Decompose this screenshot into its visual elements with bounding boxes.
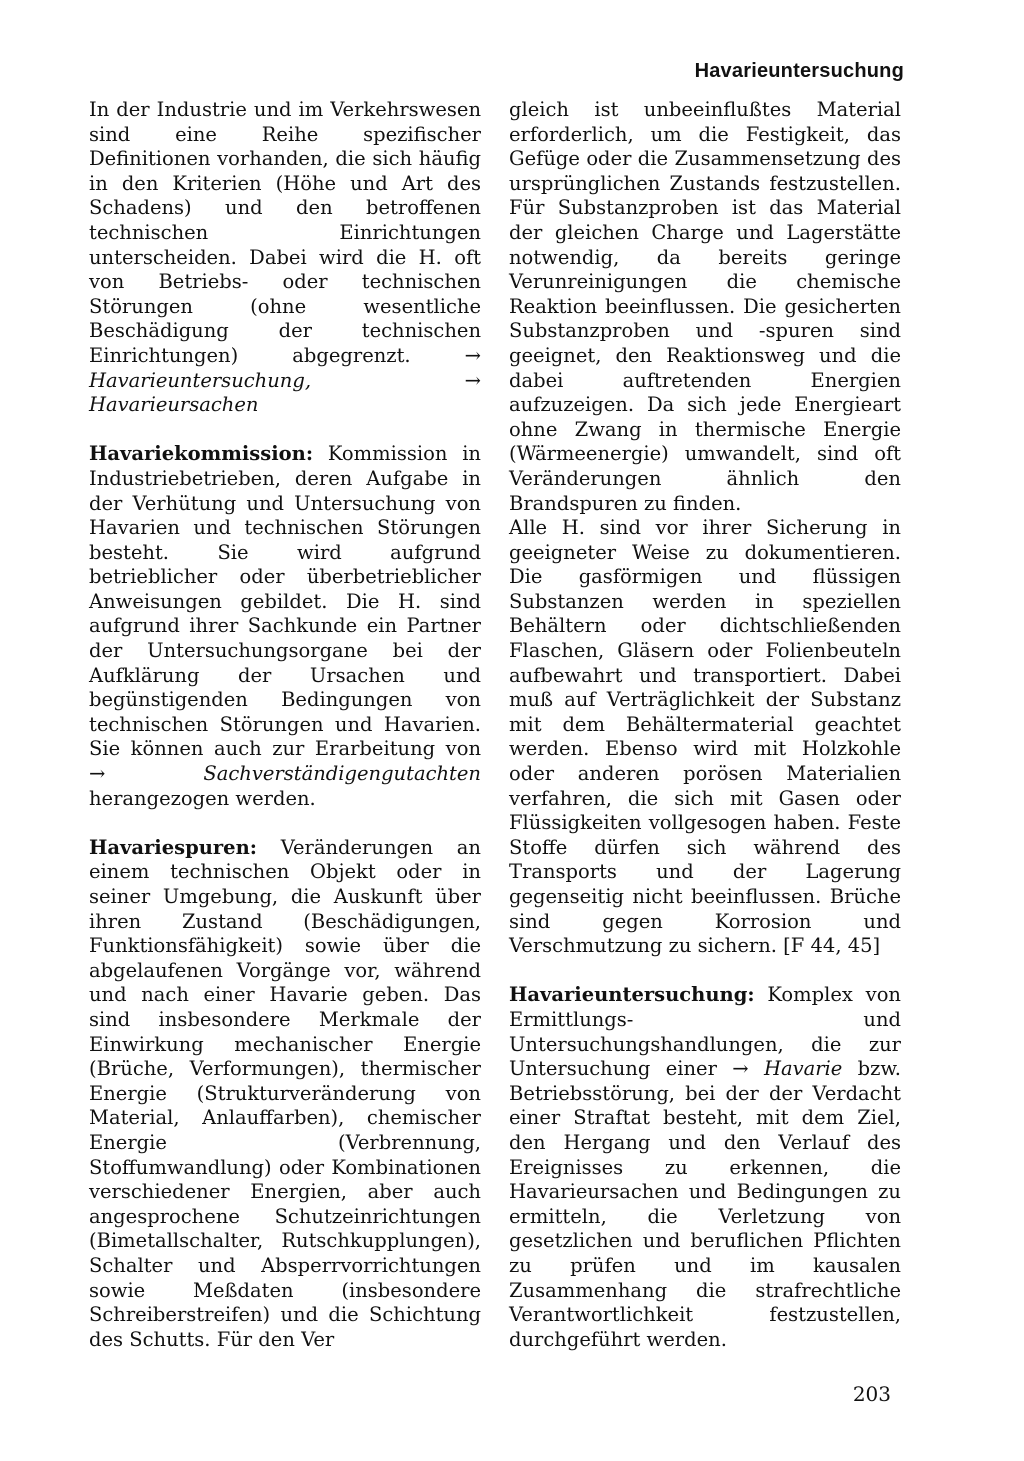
cross-reference-havarie: Havarie [763, 1057, 843, 1081]
entry-havarieuntersuchung [509, 983, 901, 1352]
left-column [89, 98, 481, 1352]
entry-term: Havariekommission: [89, 442, 314, 466]
entry-text: Alle H. sind vor ihrer Sicherung in geeigneter Weise zu dokumentieren. Die gasförmigen und flüssigen Substanzen werden in speziellen Behältern oder dichtschließenden Flaschen, Gläsern oder Folienbeuteln aufbewahrt und transportiert. Dabei muß auf Verträglichkeit der Substanz mit dem Behältermaterial geachtet werden. Ebenso wird mit Holzkohle oder anderen porösen Materialien verfahren, die sich mit Gasen oder Flüssigkeiten vollgesogen haben. Feste Stoffe dürfen sich während des Transports und der Lagerung gegenseitig nicht beeinflussen. Brüche sind gegen Korrosion und Verschmutzung zu sichern. [F 44, 45] [509, 516, 901, 958]
paragraph-text: In der Industrie und im Verkehrswesen sind eine Reihe spezifischer Definitionen vorhanden, die sich häufig in den Kriterien (Höhe und Art des Schadens) und den betroffenen technischen Einrichtungen unterscheiden. Dabei wird die H. oft von Betriebs- oder technischen Störungen (ohne wesentliche Beschädigung der technischen Einrichtungen) abgegrenzt. → [89, 98, 481, 367]
paragraph-havarie-definition [89, 98, 481, 418]
entry-text: Komplex von Ermittlungs- und Untersuchungshandlungen, die zur Untersuchung einer → [509, 983, 901, 1081]
entry-havariespuren-documentation [509, 516, 901, 959]
entry-text: herangezogen werden. [89, 786, 316, 810]
entry-text: gleich ist unbeeinflußtes Material erforderlich, um die Festigkeit, das Gefüge oder die Zusammensetzung des ursprünglichen Zustands festzustellen. Für Substanzproben ist das Material der gleichen Charge und Lagerstätte notwendig, da bereits geringe Verunreinigungen die chemische Reaktion beeinflussen. Die gesicherten Substanzproben und -spuren sind geeignet, den Reaktionsweg und die dabei auftretenden Energien aufzuzeigen. Da sich jede Energieart ohne Zwang in thermische Energie (Wärmeenergie) umwandelt, sind oft Veränderungen ähnlich den Brandspuren zu finden. [509, 98, 901, 515]
entry-term: Havariespuren: [89, 835, 257, 859]
cross-reference-havarieuntersuchung: Havarieuntersuchung, [89, 368, 312, 392]
entry-havariekommission [89, 442, 481, 811]
cross-reference-havarieursachen: Havarieursachen [89, 393, 259, 417]
entry-havariespuren-continued [509, 98, 901, 516]
entry-text: bzw. Betriebsstörung, bei der der Verdacht einer Straftat besteht, mit dem Ziel, den Hergang und den Verlauf des Ereignisses zu erkennen, die Havarieursachen und Bedingungen zu ermitteln, die Verletzung von gesetzlichen und beruflichen Pflichten zu prüfen und im kausalen Zusammenhang die strafrechtliche Verantwortlichkeit festzustellen, durchgeführt werden. [509, 1057, 901, 1351]
entry-text: Veränderungen an einem technischen Objekt oder in seiner Umgebung, die Auskunft über ihren Zustand (Beschädigungen, Funktionsfähigkeit) sowie über die abgelaufenen Vorgänge vor, während und nach einer Havarie geben. Das sind insbesondere Merkmale der Einwirkung mechanischer Energie (Brüche, Verformungen), thermischer Energie (Strukturveränderung von Material, Anlauffarben), chemischer Energie (Verbrennung, Stoffumwandlung) oder Kombinationen verschiedener Energien, aber auch angesprochene Schutzeinrichtungen (Bimetallschalter, Rutschkupplungen), Schalter und Absperrvorrichtungen sowie Meßdaten (insbesondere Schreiberstreifen) und die Schichtung des Schutts. Für den Ver [89, 835, 481, 1351]
entry-text: Kommission in Industriebetrieben, deren Aufgabe in der Verhütung und Untersuchung von Havarien und technischen Störungen besteht. Sie wird aufgrund betrieblicher oder überbetrieblicher Anweisungen gebildet. Die H. sind aufgrund ihrer Sachkunde ein Partner der Untersuchungsorgane bei der Aufklärung der Ursachen und begünstigenden Bedingungen von technischen Störungen und Havarien. Sie können auch zur Erarbeitung von → [89, 442, 481, 786]
entry-term: Havarieuntersuchung: [509, 983, 755, 1007]
paragraph-text: → [311, 368, 481, 392]
right-column [509, 98, 901, 1352]
cross-reference-sachverstaendigengutachten: Sachverständigengutachten [203, 762, 481, 786]
running-head: Havarieuntersuchung [694, 60, 904, 82]
entry-havariespuren [89, 836, 481, 1352]
page-number: 203 [852, 1382, 891, 1406]
